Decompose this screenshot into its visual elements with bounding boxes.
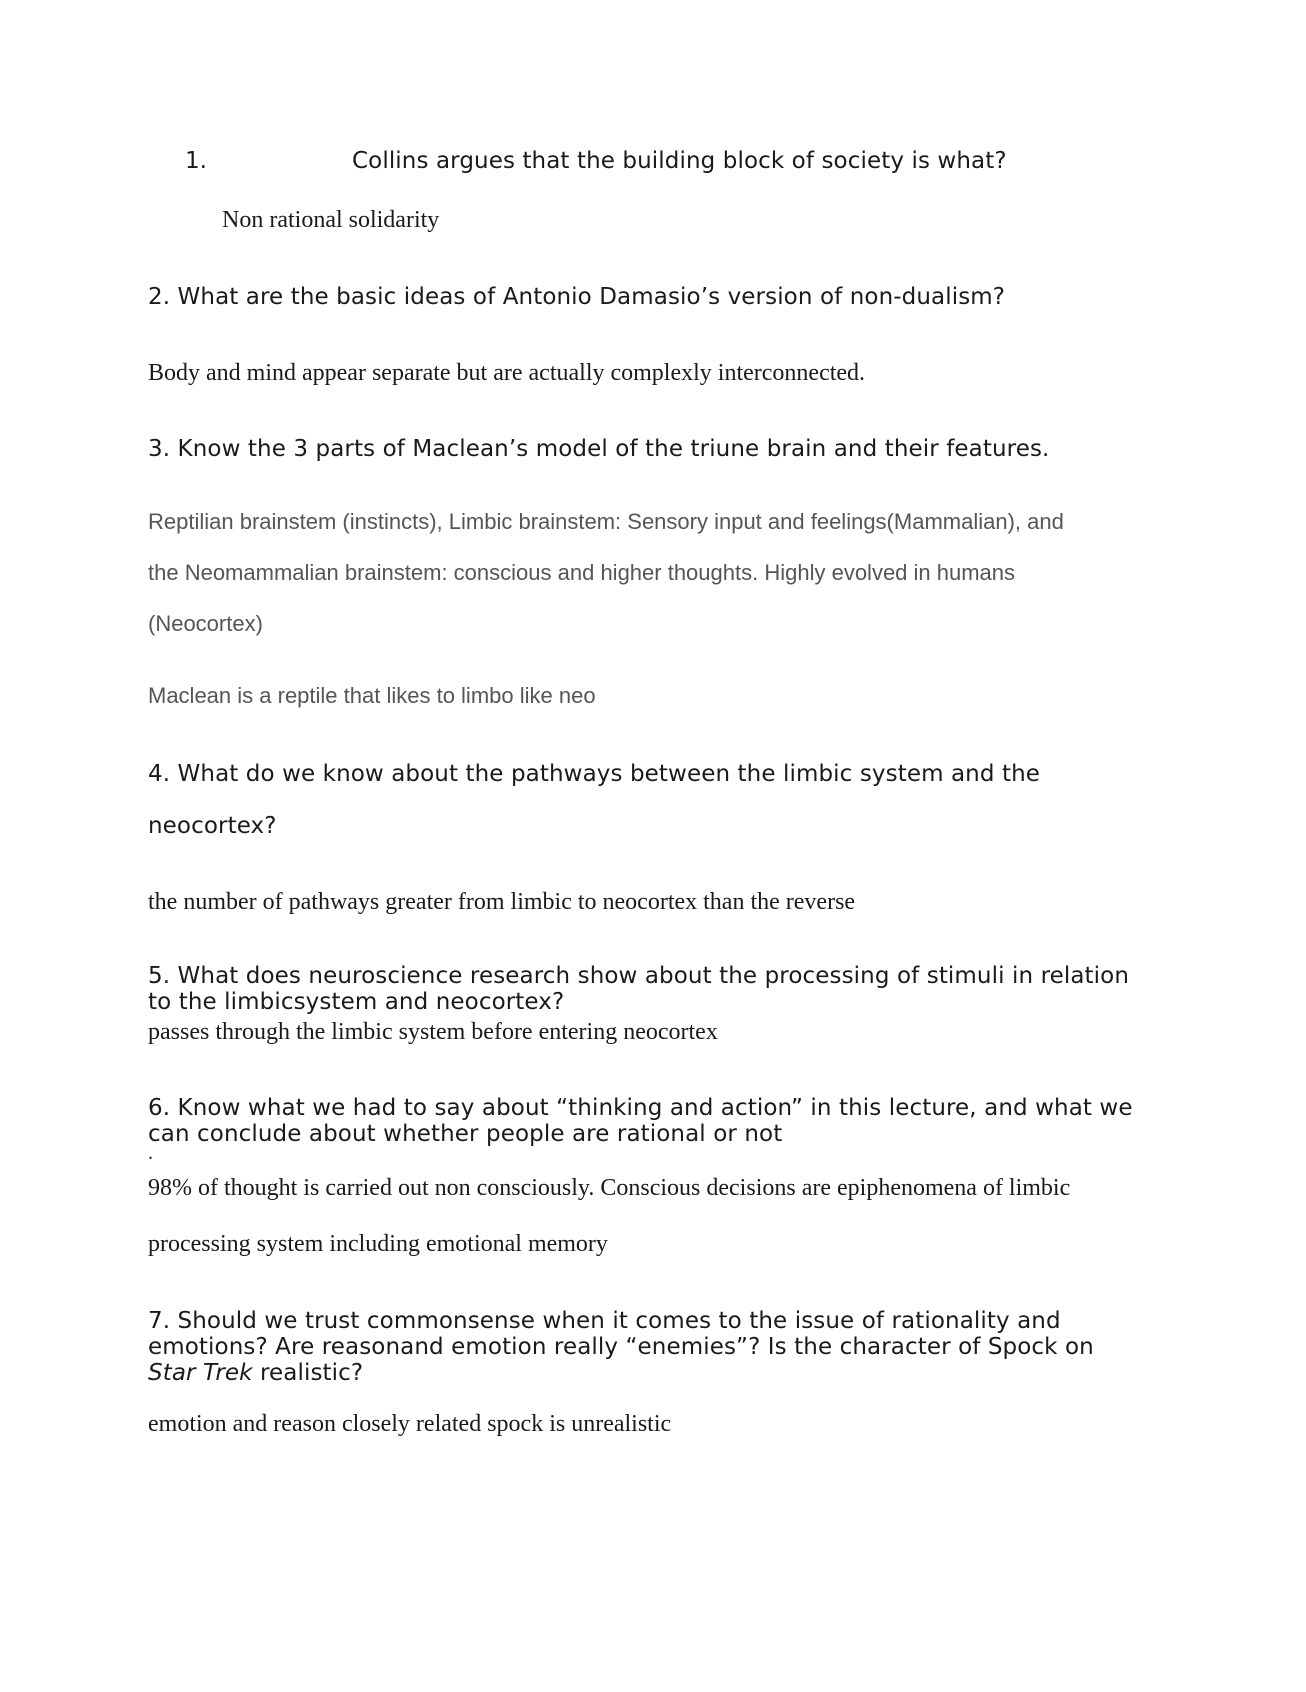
q2-question: 2. What are the basic ideas of Antonio Damasio’s version of non-dualism? [148,284,1006,310]
q7-title-italic: Star Trek [148,1360,253,1386]
q6-question-line-1: 6. Know what we had to say about “thinking and action” in this lecture, and what we [148,1095,1133,1121]
q5-question-line-2: to the limbicsystem and neocortex? [148,989,565,1015]
q7-question-line-1: 7. Should we trust commonsense when it comes to the issue of rationality and [148,1308,1061,1334]
q3-answer-line-1: Reptilian brainstem (instincts), Limbic brainstem: Sensory input and feelings(Mammalian), and [148,509,1064,534]
q1-question: Collins argues that the building block of society is what? [352,148,1007,174]
q3-mnemonic: Maclean is a reptile that likes to limbo like neo [148,683,596,708]
q4-answer: the number of pathways greater from limbic to neocortex than the reverse [148,889,856,915]
q5-answer: passes through the limbic system before entering neocortex [148,1019,718,1045]
q7-question-line-3-rest: realistic? [252,1360,364,1386]
q6-question-line-2: can conclude about whether people are rational or not [148,1121,783,1147]
q6-answer-line-2: processing system including emotional memory [148,1231,608,1257]
q6-answer-line-1: 98% of thought is carried out non consciously. Conscious decisions are epiphenomena of limbic [148,1175,1071,1201]
q2-answer: Body and mind appear separate but are actually complexly interconnected. [148,360,866,386]
q4-question-line-2: neocortex? [148,813,277,839]
q7-question-line-2: emotions? Are reasonand emotion really “enemies”? Is the character of Spock on [148,1334,1094,1360]
q3-answer-line-3: (Neocortex) [148,611,263,636]
q1-answer: Non rational solidarity [222,207,440,233]
q4-question-line-1: 4. What do we know about the pathways between the limbic system and the [148,761,1041,787]
q3-answer-line-2: the Neomammalian brainstem: conscious and higher thoughts. Highly evolved in humans [148,560,1016,585]
q1-number: 1. [185,148,207,174]
q7-answer: emotion and reason closely related spock is unrealistic [148,1411,672,1437]
q7-question-line-3 [148,1360,363,1386]
q3-question: 3. Know the 3 parts of Maclean’s model of the triune brain and their features. [148,436,1050,462]
q5-question-line-1: 5. What does neuroscience research show about the processing of stimuli in relation [148,963,1130,989]
q6-stray-mark: . [148,1142,153,1164]
